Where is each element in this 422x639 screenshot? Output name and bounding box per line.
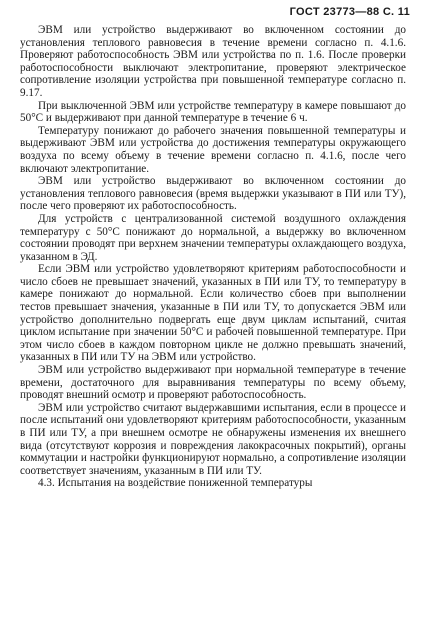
page-header: ГОСТ 23773—88 С. 11 <box>289 6 410 18</box>
paragraph: Для устройств с централизованной системой воздушного охлаждения температуру с 50°С понижают до нормальной, а выдержку во включенном состоянии проводят при верхнем значении температуры охлаждающего воздуха, указанном в ЭД. <box>20 212 406 263</box>
paragraph: ЭВМ или устройство выдерживают при нормальной температуре в течение времени, достаточного для выравнивания температуры по всему объему, проводят внешний осмотр и проверяют работоспособность. <box>20 364 406 402</box>
body-text <box>20 24 406 490</box>
paragraph: Температуру понижают до рабочего значения повышенной температуры и выдерживают ЭВМ или устройства до достижения температуры окружающего воздуха по всему объему в течение времени согласно п. 4.1.6, после чего включают электропитание. <box>20 124 406 175</box>
section-heading: 4.3. Испытания на воздействие пониженной температуры <box>38 477 313 490</box>
paragraph: ЭВМ или устройство выдерживают во включенном состоянии до установления теплового равновесия в течение времени согласно п. 4.1.6. Проверяют работоспособность ЭВМ или устройства по п. 1.6. После проверки работоспособности выключают электропитание, проверяют электрическое сопротивление изоляции устройства при повышенной температуре согласно п. 9.17. <box>20 24 406 99</box>
paragraph: При выключенной ЭВМ или устройстве температуру в камере повышают до 50°С и выдерживают при данной температуре в течение 6 ч. <box>20 99 406 125</box>
paragraph: ЭВМ или устройство считают выдержавшими испытания, если в процессе и после испытаний они удовлетворяют критериям работоспособности, указанным в ПИ или ТУ, а при внешнем осмотре не обнаружены изменения их внешнего вида (отсутствуют коррозия и повреждения лакокрасочных покрытий), органы коммутации и настройки функционируют нормально, а сопротивление изоляции соответствует значениям, указанным в ПИ или ТУ. <box>20 401 406 477</box>
paragraph: ЭВМ или устройство выдерживают во включенном состоянии до установления теплового равновесия (время выдержки указывают в ПИ или ТУ), после чего проверяют их работоспособность. <box>20 175 406 213</box>
paragraph: Если ЭВМ или устройство удовлетворяют критериям работоспособности и число сбоев не превышает значений, указанных в ПИ или ТУ, то температуру в камере понижают до нормальной. Если количество сбоев при выполнении тестов превышает значения, указанные в ПИ или ТУ, то допускается ЭВМ или устройство дополнительно подвергать еще двум циклам испытаний, считая циклом испытание при значении 50°С и рабочей повышенной температуре. При этом число сбоев в каждом повторном цикле не должно превышать значений, указанных в ПИ или ТУ на ЭВМ или устройство. <box>20 263 406 364</box>
